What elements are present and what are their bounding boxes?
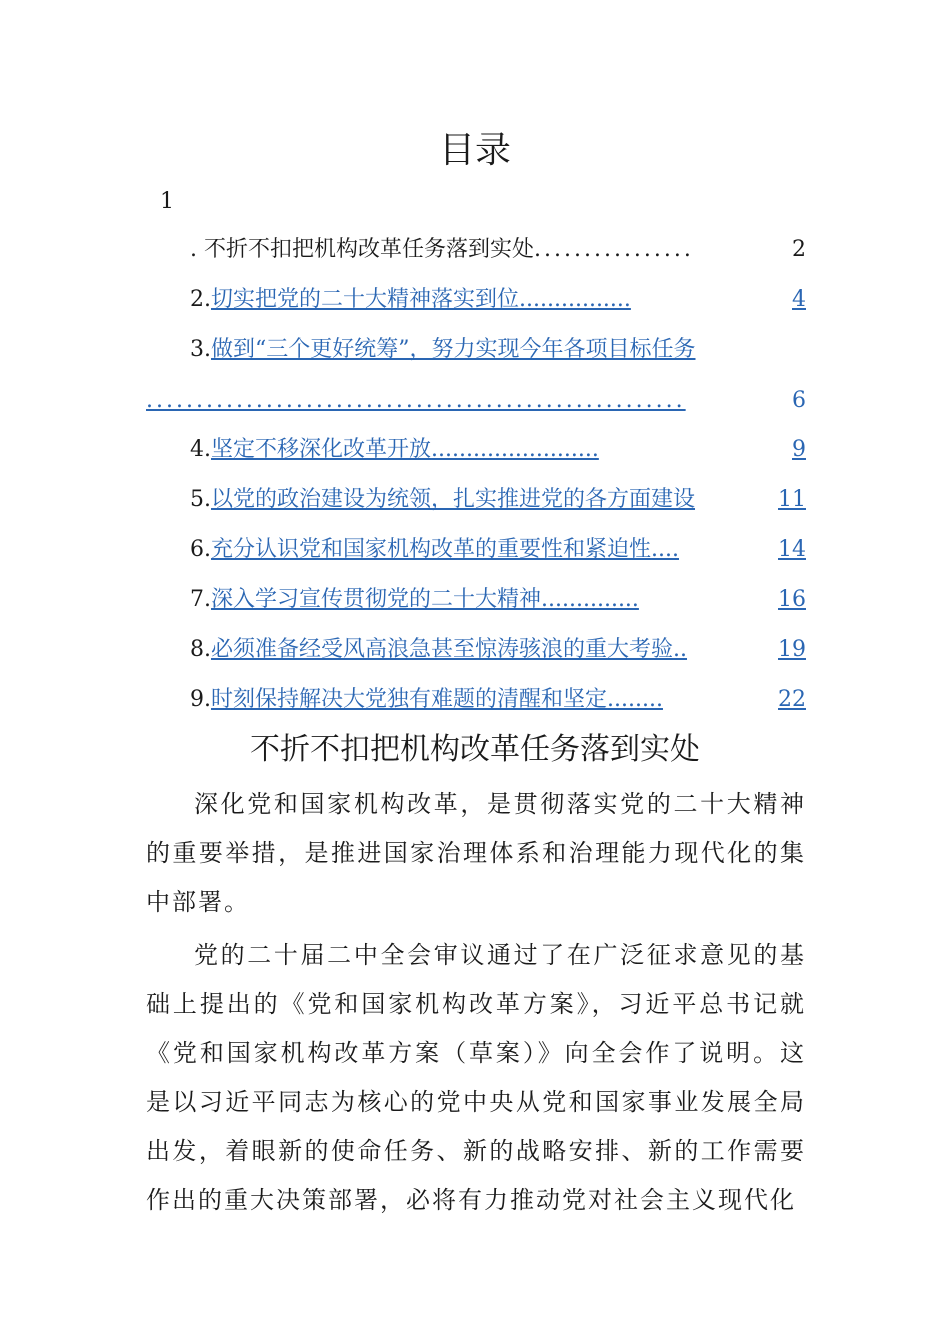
toc-page-number: 4	[790, 283, 806, 317]
toc-page-number: 16	[776, 583, 806, 617]
article-title: 不折不扣把机构改革任务落到实处	[250, 732, 700, 767]
toc-item-text: 充分认识党和国家机构改革的重要性和紧迫性	[211, 537, 652, 562]
toc-leader-dots: ..............	[541, 587, 639, 612]
toc-page-number: 11	[776, 483, 806, 517]
toc-item-number: 4.	[190, 437, 211, 462]
toc-item-text: 以党的政治建设为统领，扎实推进党的各方面建设	[211, 487, 696, 512]
toc-leader-dots: ........	[607, 687, 663, 712]
toc-item-5[interactable]	[190, 483, 806, 517]
toc-item-text: 坚定不移深化改革开放	[211, 437, 432, 462]
toc-lead-number: 1	[160, 189, 174, 214]
toc-leader-dots: ....	[651, 537, 679, 562]
body-paragraph: 党的二十届二中全会审议通过了在广泛征求意见的基础上提出的《党和国家机构改革方案》，习近平总书记就《党和国家机构改革方案（草案）》向全会作了说明。这是以习近平同志为核心的党中央从党和国家事业发展全局出发，着眼新的使命任务、新的战略安排、新的工作需要作出的重大决策部署，必将有力推动党对社会主义现代化	[146, 941, 806, 1214]
toc-title: 目录	[438, 130, 511, 171]
toc-item-number: 7.	[190, 587, 211, 612]
toc-item-8[interactable]	[190, 633, 806, 667]
toc-leader-dots: ................	[519, 287, 631, 312]
toc-page-number: 6	[790, 384, 806, 418]
toc-item-4[interactable]	[190, 433, 806, 467]
article-body	[146, 780, 806, 1225]
toc-item-2[interactable]	[190, 283, 806, 317]
toc-item-number: 2.	[190, 287, 211, 312]
toc-leader-dots: ................	[534, 237, 694, 262]
body-paragraph: 深化党和国家机构改革，是贯彻落实党的二十大精神的重要举措，是推进国家治理体系和治理能力现代化的集中部署。	[146, 790, 806, 916]
toc-item-number: 3.	[190, 337, 211, 362]
toc-leader-dots: ......................................................	[146, 388, 686, 413]
toc-leader-dots: ..	[673, 637, 688, 662]
toc-item-6[interactable]	[190, 533, 806, 567]
toc-item-text: 深入学习宣传贯彻党的二十大精神	[211, 587, 542, 612]
toc-item-text: 做到“三个更好统筹”，努力实现今年各项目标任务	[211, 337, 696, 362]
toc-item-3[interactable]	[190, 333, 806, 367]
toc-item-number: 9.	[190, 687, 211, 712]
toc-item-7[interactable]	[190, 583, 806, 617]
toc-item-text: 时刻保持解决大党独有难题的清醒和坚定	[211, 687, 608, 712]
toc-page-number: 9	[790, 433, 806, 467]
toc-page-number: 19	[776, 633, 806, 667]
toc-item-text: 切实把党的二十大精神落实到位	[211, 287, 520, 312]
toc-page-number: 2	[790, 233, 806, 267]
toc-item-9[interactable]	[190, 683, 806, 717]
toc-item-text: . 不折不扣把机构改革任务落到实处	[190, 237, 534, 262]
toc-page-number: 14	[776, 533, 806, 567]
toc-item-3-continuation[interactable]	[146, 384, 806, 418]
toc-page-number: 22	[776, 683, 806, 717]
toc-item-number: 8.	[190, 637, 211, 662]
toc-item-text: 必须准备经受风高浪急甚至惊涛骇浪的重大考验	[211, 637, 674, 662]
toc-item-number: 6.	[190, 537, 211, 562]
toc-leader-dots: ........................	[431, 437, 599, 462]
toc-item-1[interactable]	[190, 233, 806, 267]
toc-item-number: 5.	[190, 487, 211, 512]
